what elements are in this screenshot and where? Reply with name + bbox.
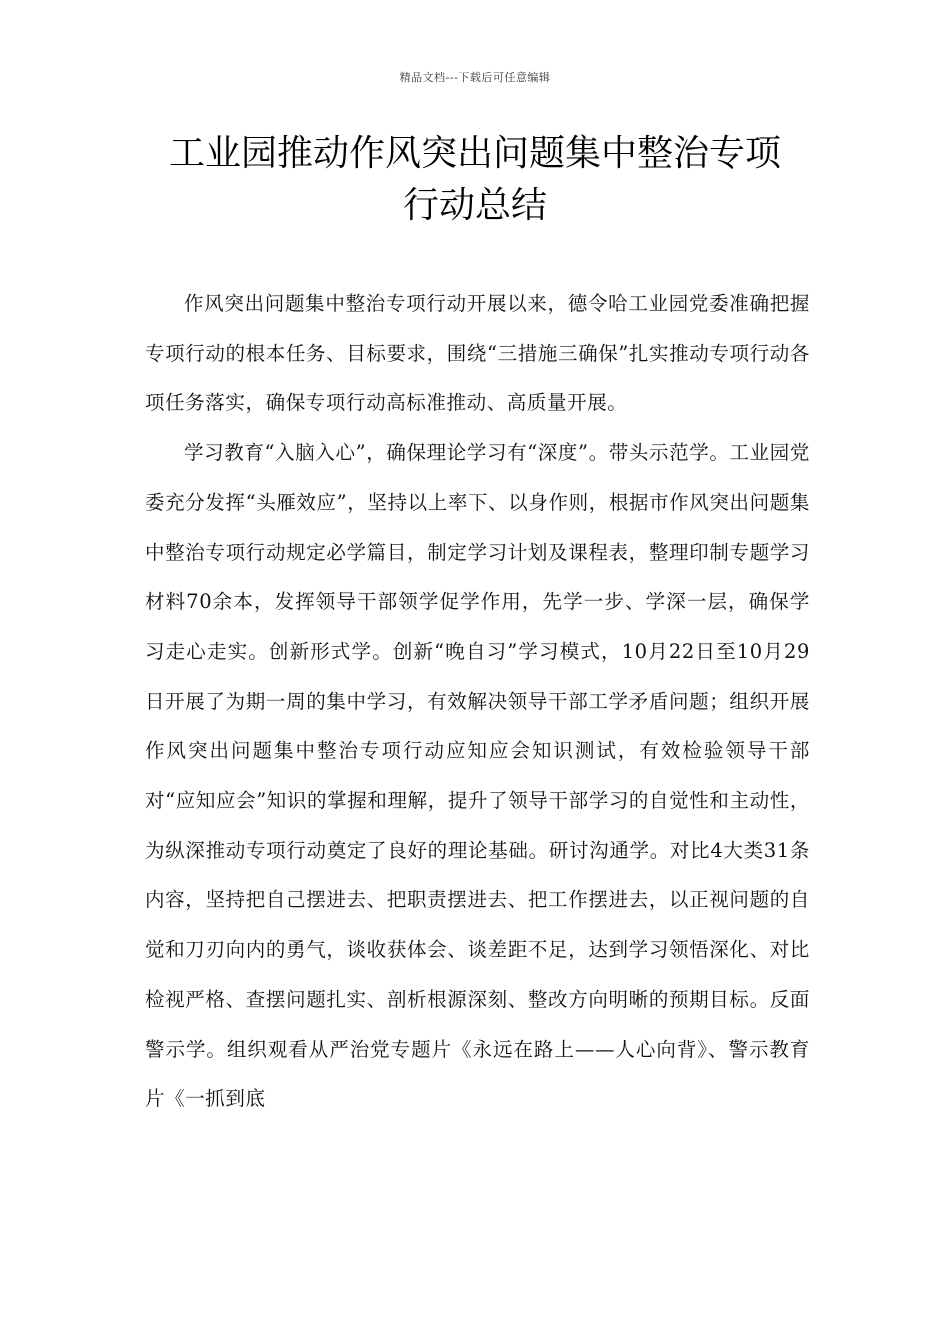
header-note: 精品文档---下载后可任意编辑: [399, 71, 551, 84]
title-line-1: 工业园推动作风突出问题集中整治专项: [168, 133, 781, 174]
title-line-2: 行动总结: [402, 185, 547, 226]
paragraph-intro: 作风突出问题集中整治专项行动开展以来，德令哈工业园党委准确把握专项行动的根本任务、目标要求，围绕“三措施三确保”扎实推动专项行动各项任务落实，确保专项行动高标准推动、高质量开展。: [145, 292, 810, 415]
document-body: [145, 279, 810, 1124]
paragraph-study-education: 学习教育“入脑入心”，确保理论学习有“深度”。带头示范学。工业园党委充分发挥“头雁效应”，坚持以上率下、以身作则，根据市作风突出问题集中整治专项行动规定必学篇目，制定学习计划及课程表，整理印制专题学习材料70余本，发挥领导干部领学促学作用，先学一步、学深一层，确保学习走心走实。创新形式学。创新“晚自习”学习模式，10月22日至10月29日开展了为期一周的集中学习，有效解决领导干部工学矛盾问题；组织开展作风突出问题集中整治专项行动应知应会知识测试，有效检验领导干部对“应知应会”知识的掌握和理解，提升了领导干部学习的自觉性和主动性，为纵深推动专项行动奠定了良好的理论基础。研讨沟通学。对比4大类31条内容，坚持把自己摆进去、把职责摆进去、把工作摆进去，以正视问题的自觉和刀刃向内的勇气，谈收获体会、谈差距不足，达到学习领悟深化、对比检视严格、查摆问题扎实、剖析根源深刻、整改方向明晰的预期目标。反面警示学。组织观看从严治党专题片《永远在路上——人心向背》、警示教育片《一抓到底: [145, 441, 810, 1111]
document-title: [100, 128, 850, 232]
